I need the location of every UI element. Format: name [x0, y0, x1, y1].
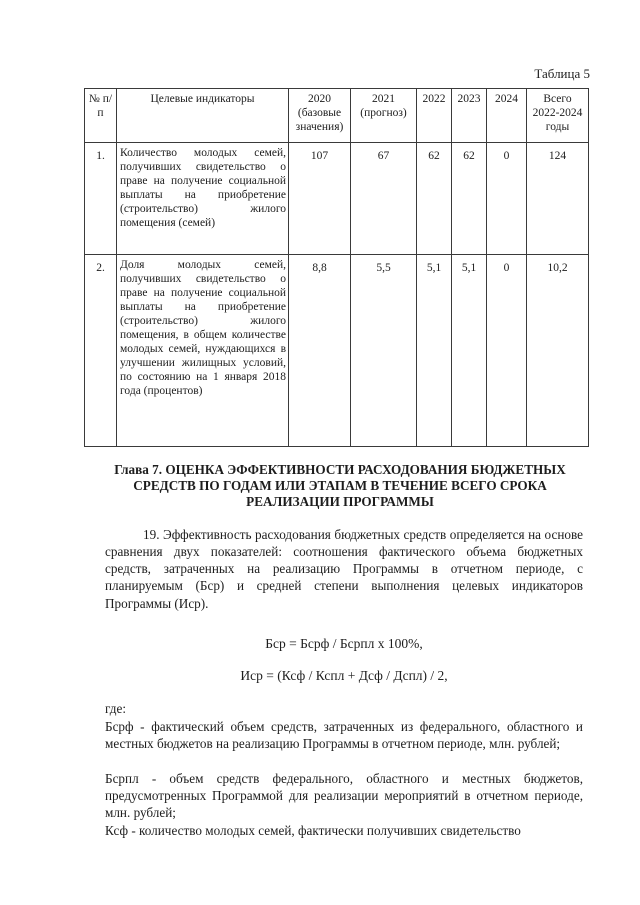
formula-budget-efficiency: Бср = Бсрф / Бсрпл x 100%,: [265, 636, 423, 651]
header-2020: 2020 (базовые значения): [289, 89, 351, 143]
header-2022: 2022: [417, 89, 452, 143]
header-total: Всего 2022-2024 годы: [527, 89, 589, 143]
row-value-2023: 5,1: [452, 255, 487, 447]
row-value-2020: 8,8: [289, 255, 351, 447]
header-num: № п/п: [85, 89, 117, 143]
row-value-2023: 62: [452, 143, 487, 255]
row-value-2022: 62: [417, 143, 452, 255]
table-header-row: [85, 89, 589, 143]
row-value-2020: 107: [289, 143, 351, 255]
paragraph-19: 19. Эффективность расходования бюджетных средств определяется на основе сравнения двух показателей: соотношения фактического объема бюджетных средств, затраченных на реализацию Программы в отчетном периоде, с планируемым (Бср) и средней степени выполнения целевых индикаторов Программы (Иср).: [105, 527, 583, 611]
row-indicator: Количество молодых семей, получивших свидетельство о праве на получение социальной выплаты на приобретение (строительство) жилого помещения (семей): [117, 143, 289, 255]
definition-planned-funds: Бсрпл - объем средств федерального, областного и местных бюджетов, предусмотренных Программой для реализации мероприятий в отчетном периоде, млн. рублей;: [105, 771, 583, 821]
row-value-2021: 5,5: [351, 255, 417, 447]
row-num: 1.: [85, 143, 117, 255]
row-value-2022: 5,1: [417, 255, 452, 447]
table-number-label: Таблица 5: [534, 66, 590, 81]
definition-families-count: Ксф - количество молодых семей, фактически получивших свидетельство: [105, 823, 521, 838]
row-indicator: Доля молодых семей, получивших свидетельство о праве на получение социальной выплаты на приобретение (строительство) жилого помещения, в общем количестве молодых семей, нуждающихся в улучшении жилищных условий, по состоянию на 1 января 2018 года (процентов): [117, 255, 289, 447]
header-2021: 2021 (прогноз): [351, 89, 417, 143]
row-value-total: 10,2: [527, 255, 589, 447]
table-row: [85, 255, 589, 447]
formula-indicator-average: Иср = (Ксф / Кспл + Дсф / Дспл) / 2,: [240, 668, 448, 683]
definition-actual-funds: Бсрф - фактический объем средств, затраченных из федерального, областного и местных бюджетов на реализацию Программы в отчетном периоде, млн. рублей;: [105, 719, 583, 752]
row-value-2024: 0: [487, 143, 527, 255]
row-value-2024: 0: [487, 255, 527, 447]
row-value-total: 124: [527, 143, 589, 255]
chapter-title: Глава 7. ОЦЕНКА ЭФФЕКТИВНОСТИ РАСХОДОВАНИЯ БЮДЖЕТНЫХ СРЕДСТВ ПО ГОДАМ ИЛИ ЭТАПАМ В ТЕЧЕНИЕ ВСЕГО СРОКА РЕАЛИЗАЦИИ ПРОГРАММЫ: [114, 462, 566, 510]
row-value-2021: 67: [351, 143, 417, 255]
row-num: 2.: [85, 255, 117, 447]
header-2023: 2023: [452, 89, 487, 143]
header-2024: 2024: [487, 89, 527, 143]
where-label: где:: [105, 701, 126, 716]
target-indicators-table: [84, 88, 589, 447]
header-indicator: Целевые индикаторы: [117, 89, 289, 143]
table-row: [85, 143, 589, 255]
